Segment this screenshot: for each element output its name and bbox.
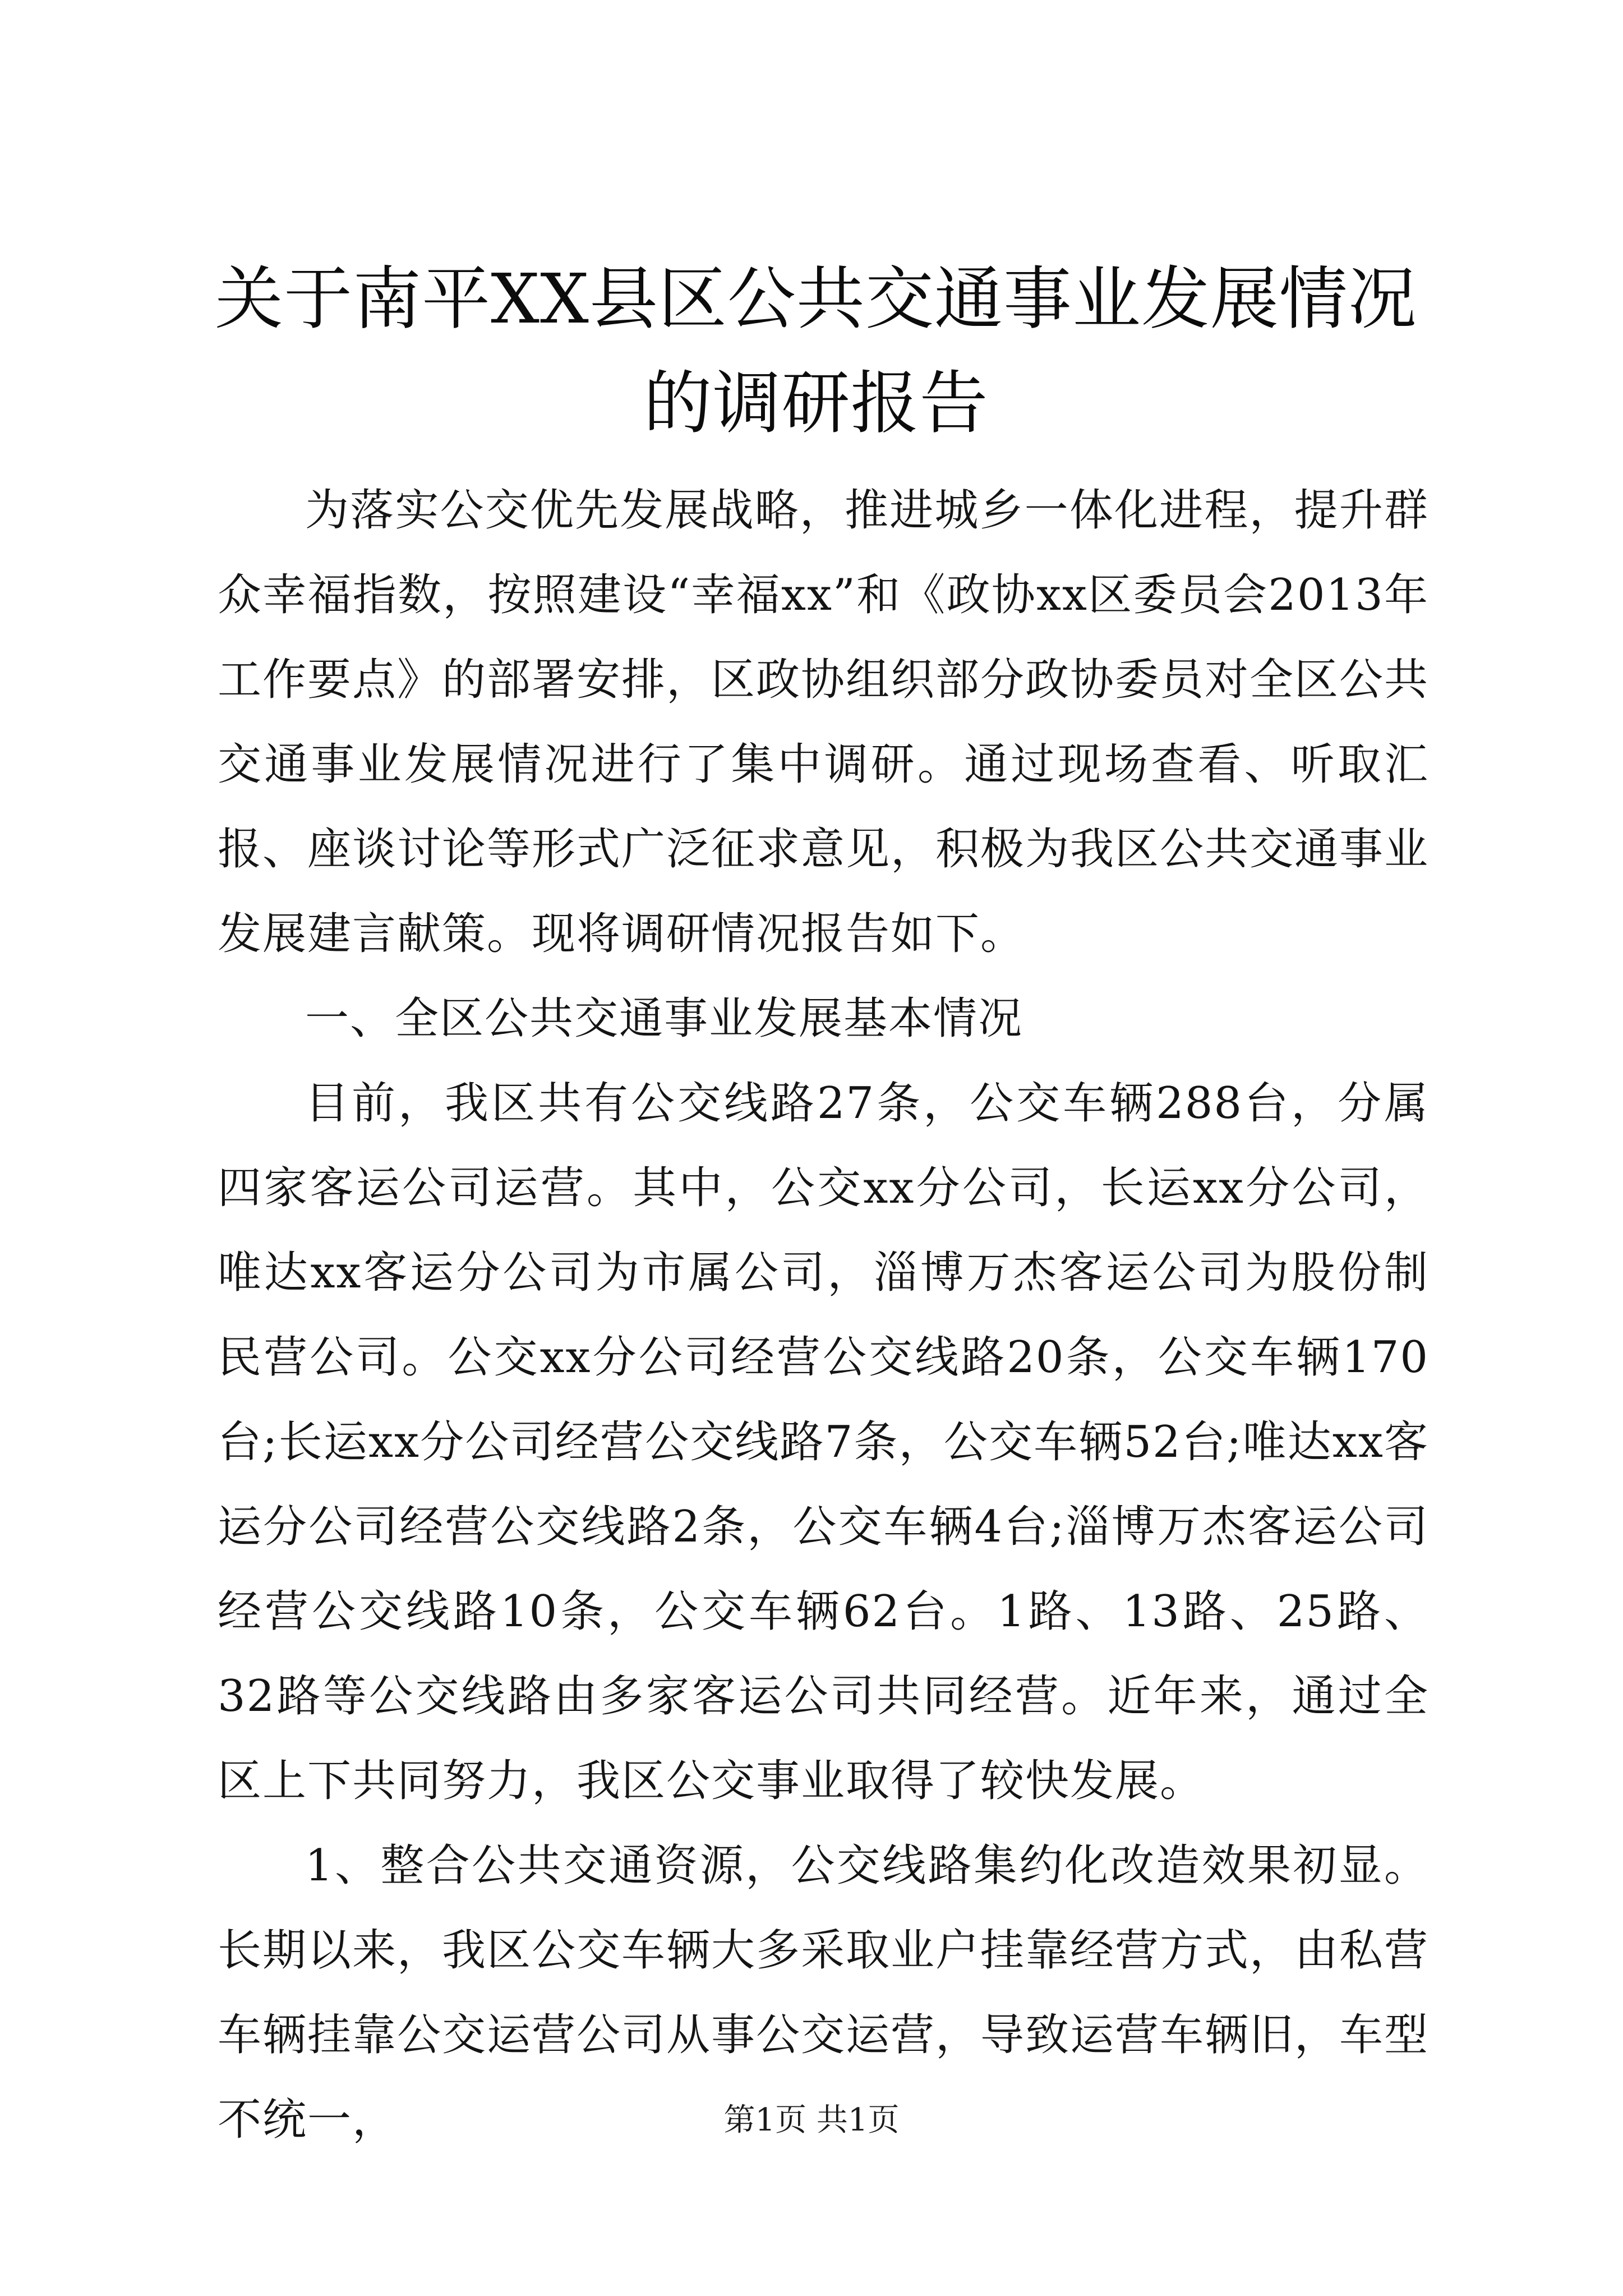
section-heading-basic-situation: 一、全区公共交通事业发展基本情况: [305, 993, 1023, 1044]
document-title: 关于南平XX县区公共交通事业发展情况的调研报告: [215, 259, 1417, 443]
paragraph-intro: 为落实公交优先发展战略，推进城乡一体化进程，提升群众幸福指数，按照建设“幸福xx”和《政协xx区委员会2013年工作要点》的部署安排，区政协组织部分政协委员对全区公共交通事业发展情况进行了集中调研。通过现场查看、听取汇报、座谈讨论等形式广泛征求意见，积极为我区公共交通事业发展建言献策。现将调研情况报告如下。: [218, 485, 1430, 959]
paragraph-current-status: 目前，我区共有公交线路27条，公交车辆288台，分属四家客运公司运营。其中，公交xx分公司，长运xx分公司，唯达xx客运分公司为市属公司，淄博万杰客运公司为股份制民营公司。公交xx分公司经营公交线路20条，公交车辆170台;长运xx分公司经营公交线路7条，公交车辆52台;唯达xx客运分公司经营公交线路2条，公交车辆4台;淄博万杰客运公司经营公交线路10条，公交车辆62台。1路、13路、25路、32路等公交线路由多家客运公司共同经营。近年来，通过全区上下共同努力，我区公交事业取得了较快发展。: [218, 1078, 1429, 1806]
page-footer: 第1页 共1页: [723, 2102, 900, 2138]
paragraph-resource-integration: 1、整合公共交通资源，公交线路集约化改造效果初显。长期以来，我区公交车辆大多采取业户挂靠经营方式，由私营车辆挂靠公交运营公司从事公交运营，导致运营车辆旧，车型不统一，: [218, 1841, 1430, 2145]
document-body: [218, 468, 1429, 2162]
